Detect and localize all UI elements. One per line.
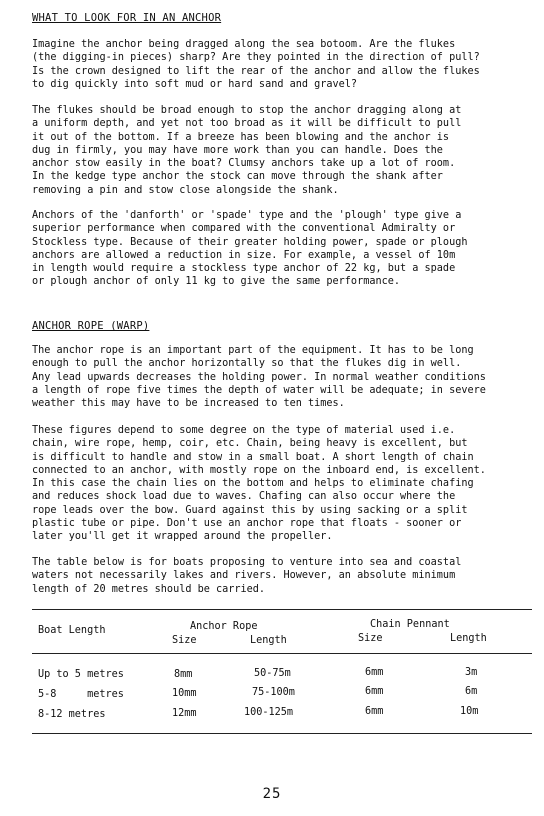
- section-heading-anchor: WHAT TO LOOK FOR IN AN ANCHOR: [32, 12, 222, 24]
- cell-rope-length: 50-75m: [254, 668, 291, 679]
- cell-rope-size: 10mm: [172, 688, 197, 699]
- cell-chain-size: 6mm: [365, 667, 384, 678]
- table-header-rule: [32, 653, 532, 654]
- paragraph-anchor-types: Anchors of the 'danforth' or 'spade' type and the 'plough' type give a superior performance when compared with the conventional Admiralty or Stockless type. Because of their greater holding power, spade or plough anchors are allowed a reduction in size. For example, a vessel of 10m in length would require a stockless type anchor of 22 kg, but a spade or plough anchor of only 11 kg to give the same performance.: [32, 210, 468, 288]
- cell-chain-size: 6mm: [365, 686, 384, 697]
- header-chain-pennant: Chain Pennant: [370, 619, 450, 630]
- anchor-rope-table: [32, 609, 532, 737]
- cell-chain-length: 10m: [460, 706, 479, 717]
- cell-rope-length: 100-125m: [244, 707, 294, 718]
- header-rope-length: Length: [250, 635, 287, 646]
- cell-boat-length: Up to 5 metres: [38, 669, 124, 680]
- cell-rope-size: 8mm: [174, 669, 193, 680]
- cell-boat-length: 8-12 metres: [38, 709, 106, 720]
- paragraph-materials: These figures depend to some degree on the type of material used i.e. chain, wire rope, hemp, coir, etc. Chain, being heavy is excellent, but is difficult to handle and stow in a small boat. A short length of chain connected to an anchor, with mostly rope on the inboard end, is excellent. In this case the chain lies on the bottom and helps to eliminate chafing and reduces shock load due to waves. Chafing can also occur where the rope leads over the bow. Guard against this by using sacking or a split plastic tube or pipe. Don't use an anchor rope that floats - sooner or later you'll get it wrapped around the propeller.: [32, 425, 486, 543]
- header-chain-size: Size: [358, 633, 383, 644]
- table-top-rule: [32, 609, 532, 610]
- header-boat-length: Boat Length: [38, 625, 106, 636]
- header-rope-size: Size: [172, 635, 197, 646]
- section-heading-anchor-rope: ANCHOR ROPE (WARP): [32, 320, 150, 332]
- cell-boat-length: 5-8 metres: [38, 689, 124, 700]
- paragraph-table-intro: The table below is for boats proposing to venture into sea and coastal waters not necessarily lakes and rivers. However, an absolute minimum length of 20 metres should be carried.: [32, 557, 462, 595]
- paragraph-anchor-rope: The anchor rope is an important part of the equipment. It has to be long enough to pull the anchor horizontally so that the flukes dig in well. Any lead upwards decreases the holding power. In normal weather conditions a length of rope five times the depth of water will be adequate; in severe weather this may have to be increased to ten times.: [32, 345, 486, 410]
- page-number: 25: [262, 786, 282, 802]
- cell-chain-length: 3m: [465, 667, 478, 678]
- paragraph-flukes: The flukes should be broad enough to stop the anchor dragging along at a uniform depth, and yet not too broad as it will be difficult to pull it out of the bottom. If a breeze has been blowing and the anchor is dug in firmly, you may have more work than you can handle. Does the anchor stow easily in the boat? Clumsy anchors take up a lot of room. In the kedge type anchor the stock can move through the shank after removing a pin and stow close alongside the shank.: [32, 105, 462, 196]
- cell-chain-length: 6m: [465, 686, 478, 697]
- table-bottom-rule: [32, 733, 532, 734]
- paragraph-anchor-dragging: Imagine the anchor being dragged along the sea botoom. Are the flukes (the digging-in pieces) sharp? Are they pointed in the direction of pull? Is the crown designed to lift the rear of the anchor and allow the flukes to dig quickly into soft mud or hard sand and gravel?: [32, 39, 480, 90]
- cell-rope-length: 75-100m: [252, 687, 295, 698]
- header-anchor-rope: Anchor Rope: [190, 621, 258, 632]
- header-chain-length: Length: [450, 633, 487, 644]
- cell-chain-size: 6mm: [365, 706, 384, 717]
- cell-rope-size: 12mm: [172, 708, 197, 719]
